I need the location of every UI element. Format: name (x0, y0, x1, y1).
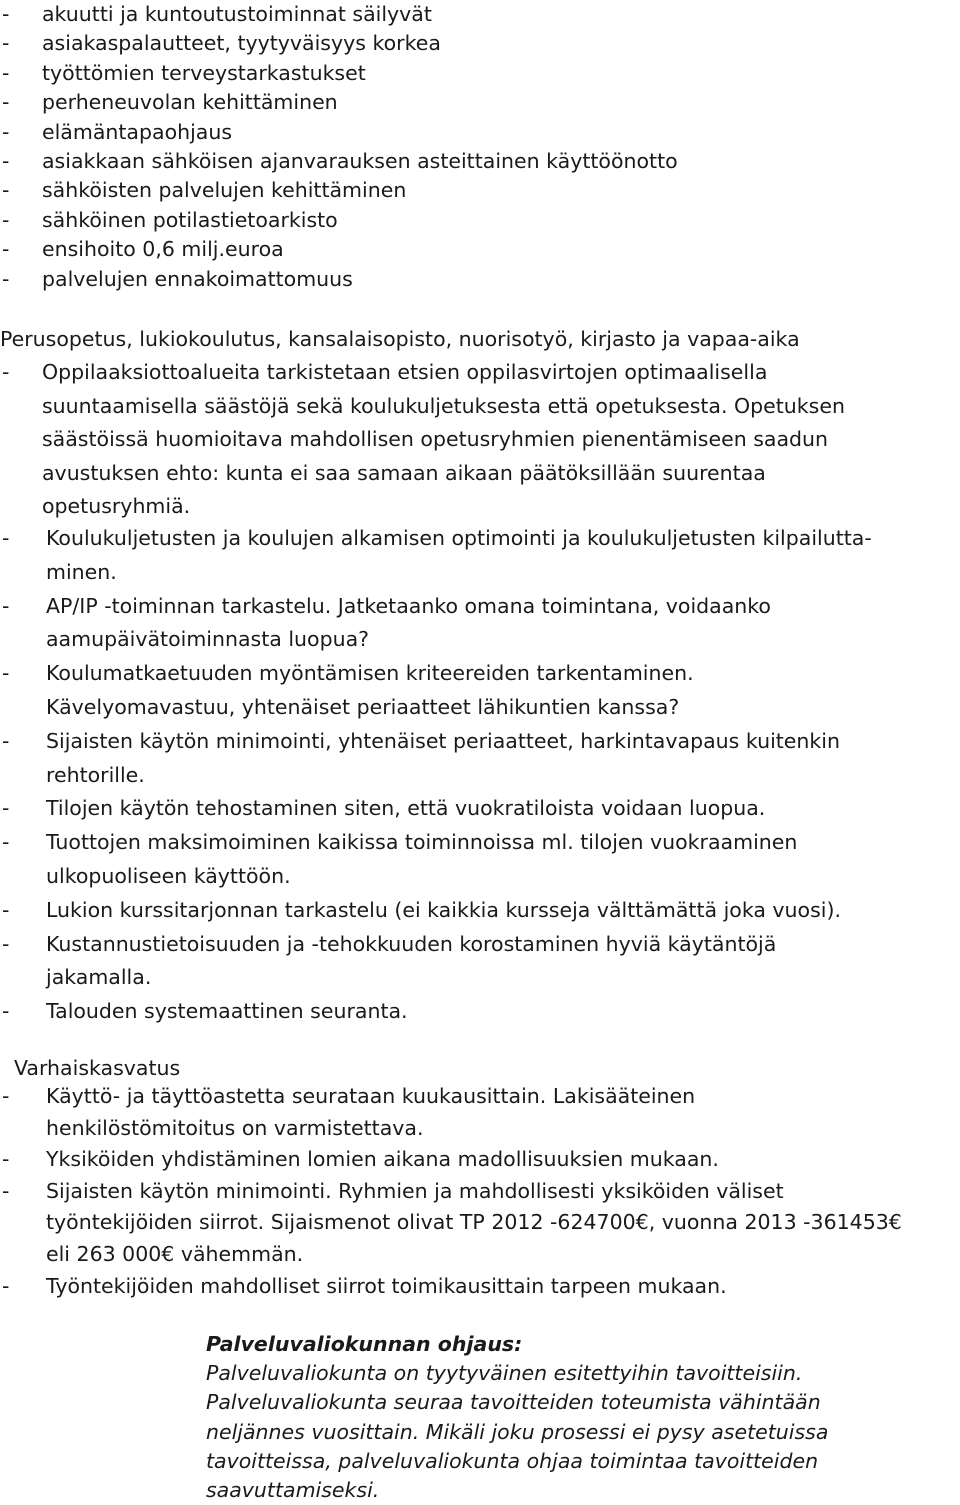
list-item-line: akuutti ja kuntoutustoiminnat säilyvät (42, 2, 432, 26)
dash-marker: - (2, 178, 10, 203)
list-item-line: Tuottojen maksimoiminen kaikissa toiminnoissa ml. tilojen vuokraaminen (46, 830, 798, 855)
list-item (0, 590, 960, 658)
list-item (0, 792, 960, 826)
guidance-line: Palveluvaliokunta on tyytyväinen esitettyihin tavoitteisiin. (206, 1361, 803, 1386)
dash-marker: - (2, 207, 10, 232)
list-item-line: Yksiköiden yhdistäminen lomien aikana madollisuuksien mukaan. (46, 1147, 719, 1172)
list-item-line: Lukion kurssitarjonnan tarkastelu (ei kaikkia kursseja välttämättä joka vuosi). (46, 897, 841, 922)
list-item-line: työntekijöiden siirrot. Sijaismenot olivat TP 2012 -624700€, vuonna 2013 -361453€ (46, 1210, 902, 1235)
list-item-line: ensihoito 0,6 milj.euroa (42, 237, 284, 262)
guidance-line: Palveluvaliokunta seuraa tavoitteiden toteumista vähintään (206, 1390, 821, 1415)
list-item-line: Kävelyomavastuu, yhtenäiset periaatteet lähikuntien kanssa? (46, 694, 680, 719)
dash-marker: - (2, 1147, 10, 1172)
list-item-line: asiakaspalautteet, tyytyväisyys korkea (42, 31, 441, 56)
lead-line: suuntaamisella säästöjä sekä koulukuljetuksesta että opetuksesta. Opetuksen (42, 393, 845, 418)
dash-marker: - (2, 796, 10, 821)
list-item (0, 995, 960, 1029)
list-item (0, 29, 960, 58)
dash-marker: - (2, 119, 10, 144)
guidance-line: neljännes vuosittain. Mikäli joku prosessi ei pysy asetetuissa (206, 1419, 829, 1444)
list-item (0, 657, 960, 725)
list-item-line: Sijaisten käytön minimointi, yhtenäiset periaatteet, harkintavapaus kuitenkin (46, 728, 840, 753)
list-item-line: AP/IP -toiminnan tarkastelu. Jatketaanko omana toimintana, voidaanko (46, 593, 771, 618)
list-item (0, 356, 960, 524)
list-item-line: työttömien terveystarkastukset (42, 60, 366, 85)
dash-marker: - (2, 1273, 10, 1298)
list-item-line: Talouden systemaattinen seuranta. (46, 999, 408, 1024)
list-item (0, 235, 960, 264)
list-item (0, 59, 960, 88)
list-item-line: henkilöstömitoitus on varmistettava. (46, 1115, 424, 1140)
list-item (0, 522, 960, 590)
list-item-line: sähköisten palvelujen kehittäminen (42, 178, 407, 203)
list-item-line: asiakkaan sähköisen ajanvarauksen asteittainen käyttöönotto (42, 148, 678, 173)
list-item-line: Käyttö- ja täyttöastetta seurataan kuukausittain. Lakisääteinen (46, 1084, 696, 1108)
lead-line: Oppilaaksiottoalueita tarkistetaan etsien oppilasvirtojen optimaalisella (42, 360, 768, 384)
guidance-line: tavoitteissa, palveluvaliokunta ohjaa toimintaa tavoitteiden (206, 1448, 819, 1473)
dash-marker: - (2, 728, 10, 753)
list-item-line: perheneuvolan kehittäminen (42, 90, 338, 115)
dash-marker: - (2, 60, 10, 85)
list-item-line: Koulumatkaetuuden myöntämisen kriteereiden tarkentaminen. (46, 661, 694, 686)
dash-marker: - (2, 2, 10, 26)
early-childhood-list (0, 1081, 960, 1302)
list-item-line: elämäntapaohjaus (42, 119, 233, 144)
list-item (0, 118, 960, 147)
dash-marker: - (2, 1178, 10, 1203)
education-lead-item (0, 356, 960, 524)
dash-marker: - (2, 148, 10, 173)
guidance-line: saavuttamiseksi. (206, 1478, 380, 1503)
committee-guidance (206, 1330, 926, 1505)
dash-marker: - (2, 360, 10, 384)
education-section-title: Perusopetus, lukiokoulutus, kansalaisopisto, nuorisotyö, kirjasto ja vapaa-aika (0, 327, 800, 351)
list-item-line: aamupäivätoiminnasta luopua? (46, 627, 370, 652)
list-item (0, 88, 960, 117)
list-item (0, 265, 960, 294)
list-item (0, 1144, 960, 1176)
list-item-line: rehtorille. (46, 762, 145, 787)
list-item (0, 206, 960, 235)
list-item (0, 725, 960, 793)
list-item-line: ulkopuoliseen käyttöön. (46, 863, 291, 888)
dash-marker: - (2, 266, 10, 291)
health-services-list (0, 0, 960, 294)
dash-marker: - (2, 237, 10, 262)
list-item (0, 928, 960, 996)
list-item-line: eli 263 000€ vähemmän. (46, 1241, 304, 1266)
dash-marker: - (2, 1084, 10, 1108)
list-item (0, 1081, 960, 1144)
list-item-line: sähköinen potilastietoarkisto (42, 207, 338, 232)
lead-line: avustuksen ehto: kunta ei saa samaan aikaan päätöksillään suurentaa (42, 460, 766, 485)
list-item (0, 894, 960, 928)
list-item-line: Kustannustietoisuuden ja -tehokkuuden korostaminen hyviä käytäntöjä (46, 931, 777, 956)
list-item (0, 1271, 960, 1303)
dash-marker: - (2, 526, 10, 550)
dash-marker: - (2, 830, 10, 855)
dash-marker: - (2, 90, 10, 115)
list-item (0, 1176, 960, 1271)
guidance-title: Palveluvaliokunnan ohjaus: (206, 1332, 523, 1356)
early-childhood-title: Varhaiskasvatus (14, 1056, 181, 1080)
education-list (0, 522, 960, 1029)
list-item-line: Tilojen käytön tehostaminen siten, että vuokratiloista voidaan luopua. (46, 796, 766, 821)
list-item-line: minen. (46, 559, 117, 584)
list-item-line: jakamalla. (46, 965, 152, 990)
dash-marker: - (2, 593, 10, 618)
list-item-line: Sijaisten käytön minimointi. Ryhmien ja mahdollisesti yksiköiden väliset (46, 1178, 784, 1203)
dash-marker: - (2, 999, 10, 1024)
list-item (0, 826, 960, 894)
list-item (0, 176, 960, 205)
dash-marker: - (2, 31, 10, 56)
lead-line: säästöissä huomioitava mahdollisen opetusryhmien pienentämiseen saadun (42, 427, 829, 452)
list-item-line: Työntekijöiden mahdolliset siirrot toimikausittain tarpeen mukaan. (46, 1273, 727, 1298)
list-item-line: Koulukuljetusten ja koulujen alkamisen optimointi ja koulukuljetusten kilpailutta- (46, 526, 872, 550)
list-item-line: palvelujen ennakoimattomuus (42, 266, 353, 291)
dash-marker: - (2, 661, 10, 686)
lead-line: opetusryhmiä. (42, 494, 191, 519)
list-item (0, 147, 960, 176)
dash-marker: - (2, 931, 10, 956)
dash-marker: - (2, 897, 10, 922)
list-item (0, 0, 960, 29)
